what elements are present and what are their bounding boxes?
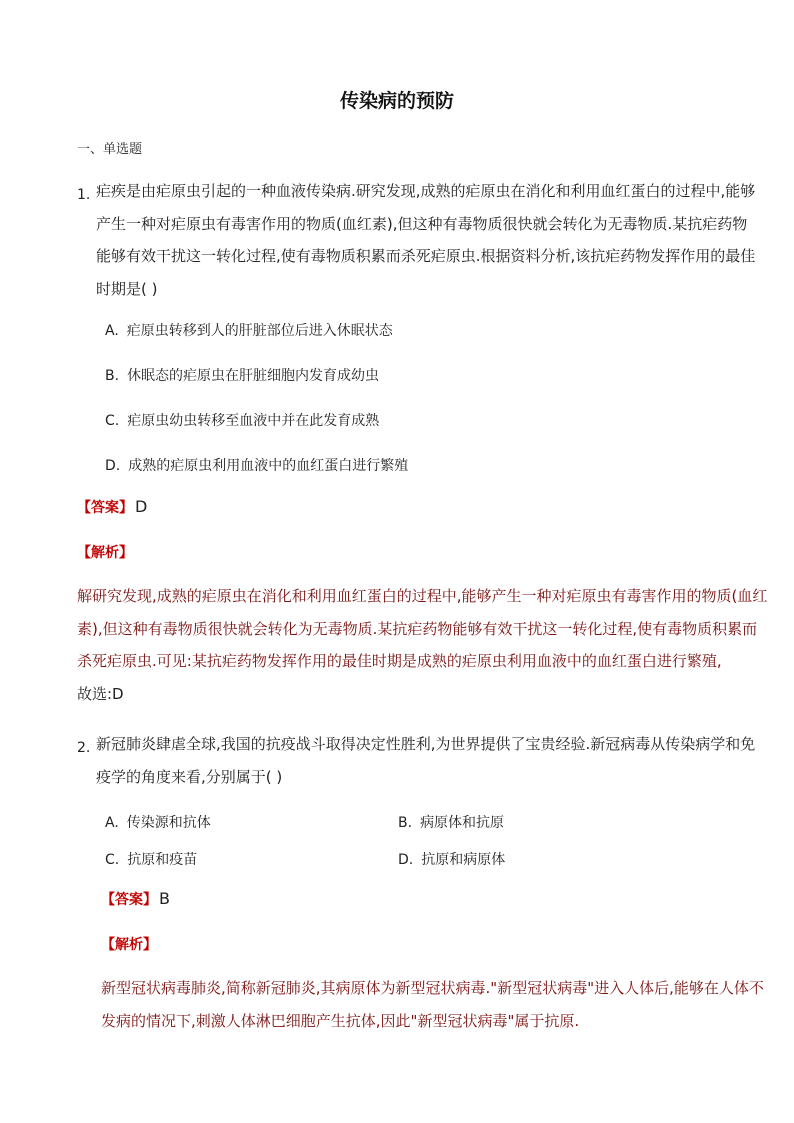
analysis-line: 新型冠状病毒肺炎,简称新冠肺炎,其病原体为新型冠状病毒."新型冠状病毒"进入人体后,能够在人体不	[101, 979, 764, 997]
question-1-answer	[77, 497, 147, 517]
analysis-line: 发病的情况下,刺激人体淋巴细胞产生抗体,因此"新型冠状病毒"属于抗原.	[101, 1011, 580, 1030]
option-letter: B.	[398, 815, 413, 831]
section-heading: 一、单选题	[77, 142, 143, 157]
question-1-analysis-label: 【解析】	[77, 545, 133, 561]
question-1-text	[96, 175, 755, 305]
option-text: 成熟的疟原虫利用血液中的血红蛋白进行繁殖	[128, 458, 409, 474]
option-letter: B.	[105, 368, 120, 384]
answer-label: 【答案】	[77, 500, 133, 516]
question-1-line: 产生一种对疟原虫有毒害作用的物质(血红素),但这种有毒物质很快就会转化为无毒物质.某抗疟药物	[96, 214, 748, 233]
option-text: 抗原和病原体	[421, 852, 506, 868]
answer-label: 【答案】	[101, 892, 157, 908]
option-text: 休眠态的疟原虫在肝脏细胞内发育成幼虫	[127, 368, 380, 384]
option-letter: D.	[398, 852, 414, 868]
question-1-option-b	[105, 365, 379, 385]
question-2-answer	[101, 889, 170, 909]
option-letter: C.	[105, 852, 120, 868]
question-2-line: 新冠肺炎肆虐全球,我国的抗疫战斗取得决定性胜利,为世界提供了宝贵经验.新冠病毒从传染病学和免	[96, 735, 756, 753]
question-1-line: 时期是( )	[96, 279, 158, 298]
option-letter: C.	[105, 413, 120, 429]
option-text: 疟原虫幼虫转移至血液中并在此发育成熟	[127, 413, 380, 429]
question-2-option-b	[398, 812, 504, 832]
question-1-number: 1.	[77, 187, 91, 203]
question-1-option-a	[105, 320, 393, 340]
question-1-analysis	[77, 580, 767, 710]
question-2-option-a	[105, 812, 211, 832]
question-1-option-d	[105, 455, 408, 475]
question-1-line: 能够有效干扰这一转化过程,使有毒物质积累而杀死疟原虫.根据资料分析,该抗疟药物发挥作用的最佳	[96, 247, 756, 265]
option-letter: A.	[105, 323, 119, 339]
question-2-option-c	[105, 849, 197, 869]
option-letter: D.	[105, 458, 121, 474]
page-title: 传染病的预防	[339, 90, 454, 112]
question-2-text	[96, 728, 755, 793]
answer-value: B	[159, 889, 170, 908]
question-2-number: 2.	[77, 740, 91, 756]
answer-value: D	[135, 497, 148, 516]
analysis-line: 素),但这种有毒物质很快就会转化为无毒物质.某抗疟药物能够有效干扰这一转化过程,使有毒物质积累而	[77, 619, 758, 638]
option-text: 抗原和疫苗	[127, 852, 198, 868]
analysis-line: 解研究发现,成熟的疟原虫在消化和利用血红蛋白的过程中,能够产生一种对疟原虫有毒害作用的物质(血红	[77, 587, 768, 605]
question-2-analysis-label: 【解析】	[101, 937, 157, 953]
option-text: 传染源和抗体	[126, 815, 211, 831]
option-text: 病原体和抗原	[420, 815, 505, 831]
option-letter: A.	[105, 815, 119, 831]
question-2-analysis	[101, 972, 764, 1037]
question-1-option-c	[105, 410, 379, 430]
question-2-line: 疫学的角度来看,分别属于( )	[96, 767, 283, 786]
analysis-line: 杀死疟原虫.可见:某抗疟药物发挥作用的最佳时期是成熟的疟原虫利用血液中的血红蛋白进行繁殖,	[77, 652, 722, 670]
question-2-option-d	[398, 849, 505, 869]
analysis-line: 故选:D	[77, 684, 124, 703]
question-1-line: 疟疾是由疟原虫引起的一种血液传染病.研究发现,成熟的疟原虫在消化和利用血红蛋白的过程中,能够	[96, 182, 756, 200]
option-text: 疟原虫转移到人的肝脏部位后进入休眠状态	[126, 323, 393, 339]
